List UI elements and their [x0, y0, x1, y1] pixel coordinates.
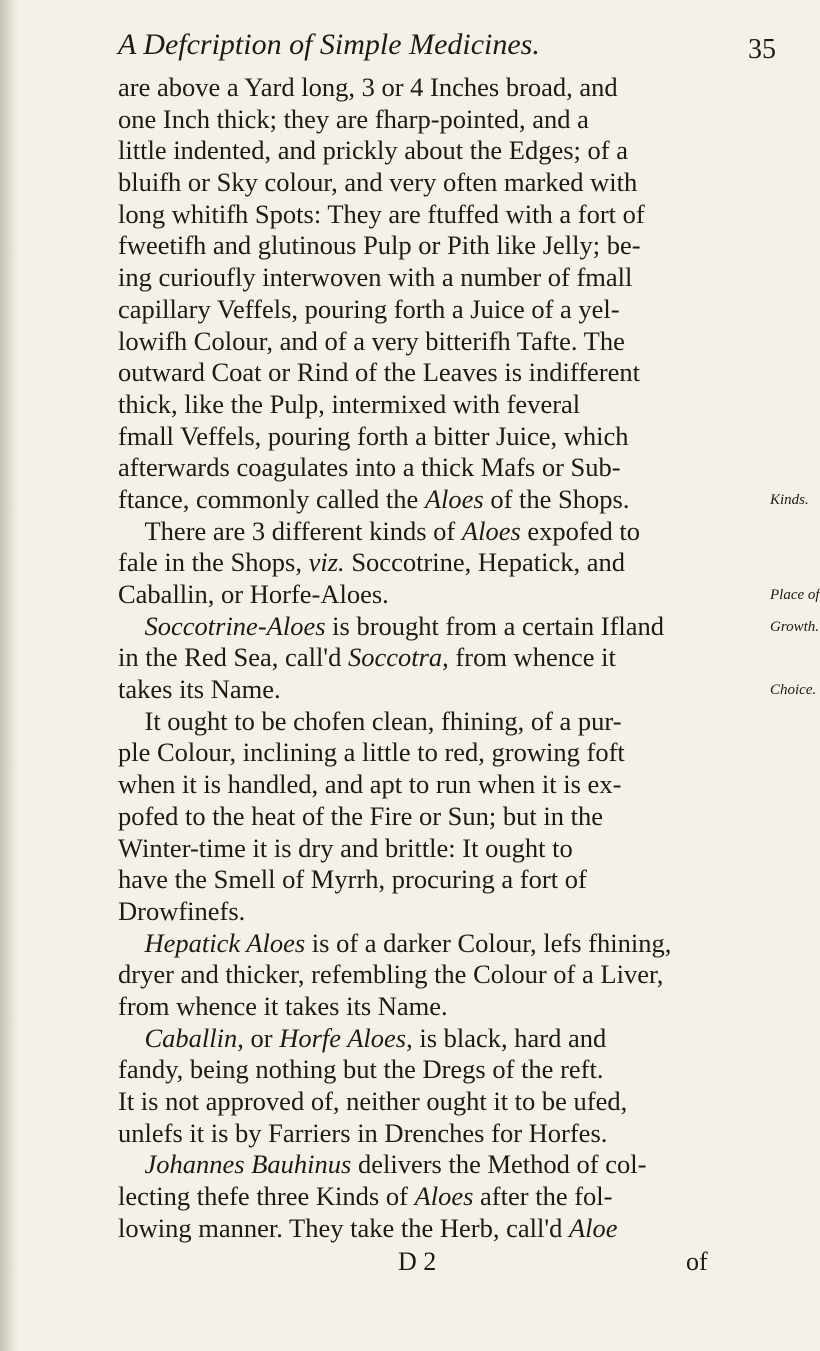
text-run: pofed to the heat of the Fire or Sun; but in the — [118, 800, 603, 831]
text-run: fandy, being nothing but the Dregs of the reft. — [118, 1054, 604, 1085]
gutter-shadow — [0, 0, 18, 1351]
text-line — [118, 262, 758, 294]
text-run: is brought from a certain Ifland — [325, 610, 665, 641]
text-line — [118, 1149, 758, 1181]
text-run: Caballin, or Horfe-Aloes. — [118, 579, 389, 609]
text-run: is of a darker Colour, lefs fhining, — [305, 927, 672, 958]
text-run: ple Colour, inclining a little to red, growing foft — [118, 737, 625, 768]
text-line — [118, 928, 758, 960]
text-run: fale in the Shops, — [118, 547, 309, 578]
text-line — [118, 611, 758, 643]
text-run: ing curioufly interwoven with a number of fmall — [118, 262, 633, 293]
text-run: , is black, hard and — [406, 1022, 607, 1053]
text-line — [118, 452, 758, 484]
text-run: from whence it takes its Name. — [118, 990, 448, 1021]
text-line — [118, 199, 758, 231]
text-run: Winter-time it is dry and brittle: It ought to — [118, 832, 573, 863]
text-run: Soccotrine, Hepatick, and — [344, 547, 626, 578]
text-run: , or — [237, 1022, 280, 1053]
text-line — [118, 769, 758, 801]
text-run: expofed to — [520, 515, 640, 546]
text-line — [118, 896, 758, 928]
italic-text: Horfe Aloes — [279, 1022, 407, 1053]
text-line — [118, 484, 758, 516]
text-line — [118, 104, 758, 136]
text-run: capillary Veffels, pouring forth a Juice of a yel- — [118, 293, 620, 324]
text-line — [118, 579, 758, 611]
italic-text: Caballin — [144, 1022, 238, 1053]
text-run: little indented, and prickly about the Edges; of a — [118, 135, 628, 166]
text-run — [118, 1023, 145, 1053]
text-run — [118, 928, 145, 958]
italic-text: viz. — [308, 547, 345, 578]
italic-text: Soccotra — [347, 642, 443, 673]
text-run: There are 3 different kinds of — [118, 515, 462, 546]
text-line — [118, 1086, 758, 1118]
text-line — [118, 864, 758, 896]
text-run: after the fol- — [473, 1181, 613, 1212]
text-run: fweetifh and glutinous Pulp or Pith like Jelly; be- — [118, 230, 641, 261]
text-run: bluifh or Sky colour, and very often marked with — [118, 167, 638, 198]
margin-note: Choice. — [770, 682, 817, 699]
text-run: lowifh Colour, and of a very bitterifh Tafte. The — [118, 325, 625, 356]
text-run: dryer and thicker, refembling the Colour of a Liver, — [118, 959, 664, 990]
text-run: have the Smell of Myrrh, procuring a fort of — [118, 864, 587, 895]
margin-note: Growth. — [770, 618, 820, 635]
margin-note: Kinds. — [770, 492, 809, 509]
italic-text: Johannes Bauhinus — [144, 1149, 352, 1180]
text-line — [118, 1181, 758, 1213]
italic-text: Aloes — [461, 515, 521, 546]
text-run: It is not approved of, neither ought it to be ufed, — [118, 1086, 628, 1116]
text-run: are above a Yard long, 3 or 4 Inches broad, and — [118, 72, 618, 102]
text-line — [118, 357, 758, 389]
text-run: afterwards coagulates into a thick Mafs or Sub- — [118, 452, 621, 483]
text-run — [118, 611, 145, 641]
text-run: fmall Veffels, pouring forth a bitter Juice, which — [118, 420, 629, 451]
text-run: It ought to be chofen clean, fhining, of a pur- — [118, 705, 622, 736]
text-line — [118, 674, 758, 706]
text-run: long whitifh Spots: They are ftuffed with a fort of — [118, 198, 645, 229]
text-run: takes its Name. — [118, 674, 281, 705]
text-run: , from whence it — [442, 642, 616, 673]
text-line — [118, 135, 758, 167]
text-run: thick, like the Pulp, intermixed with feveral — [118, 388, 581, 419]
text-line — [118, 801, 758, 833]
page-number: 35 — [748, 34, 776, 65]
text-line — [118, 991, 758, 1023]
text-line — [118, 421, 758, 453]
italic-text: Aloes — [414, 1181, 474, 1212]
text-line — [118, 833, 758, 865]
body-text — [118, 72, 758, 1244]
text-run: ftance, commonly called the — [118, 483, 425, 514]
signature-mark: D 2 — [398, 1247, 437, 1276]
text-line — [118, 959, 758, 991]
text-run: Drowfinefs. — [118, 895, 246, 926]
text-line — [118, 326, 758, 358]
text-line — [118, 516, 758, 548]
text-line — [118, 547, 758, 579]
text-line — [118, 389, 758, 421]
text-line — [118, 230, 758, 262]
italic-text: Aloe — [568, 1212, 618, 1243]
italic-text: Hepatick Aloes — [144, 927, 306, 958]
text-line — [118, 1118, 758, 1150]
margin-note: Place of — [770, 587, 820, 604]
text-run: delivers the Method of col- — [351, 1149, 647, 1180]
text-run: lowing manner. They take the Herb, call'd — [118, 1212, 569, 1243]
text-run: lecting thefe three Kinds of — [118, 1181, 415, 1212]
text-line — [118, 1054, 758, 1086]
running-title: A Defcription of Simple Medicines. — [118, 28, 540, 61]
catchword: of — [686, 1247, 708, 1276]
text-line — [118, 294, 758, 326]
text-line — [118, 1023, 758, 1055]
text-run: one Inch thick; they are fharp-pointed, and a — [118, 103, 589, 134]
italic-text: Aloes — [424, 483, 484, 514]
text-run: in the Red Sea, call'd — [118, 642, 348, 673]
text-line — [118, 642, 758, 674]
text-line — [118, 72, 758, 104]
text-line — [118, 737, 758, 769]
text-run: of the Shops. — [483, 483, 630, 514]
text-line — [118, 706, 758, 738]
text-run: outward Coat or Rind of the Leaves is indifferent — [118, 357, 641, 388]
text-line — [118, 167, 758, 199]
italic-text: Soccotrine-Aloes — [144, 610, 326, 641]
text-line — [118, 1213, 758, 1245]
text-run — [118, 1149, 145, 1179]
text-run: when it is handled, and apt to run when it is ex- — [118, 769, 622, 800]
text-run: unlefs it is by Farriers in Drenches for Horfes. — [118, 1117, 608, 1148]
